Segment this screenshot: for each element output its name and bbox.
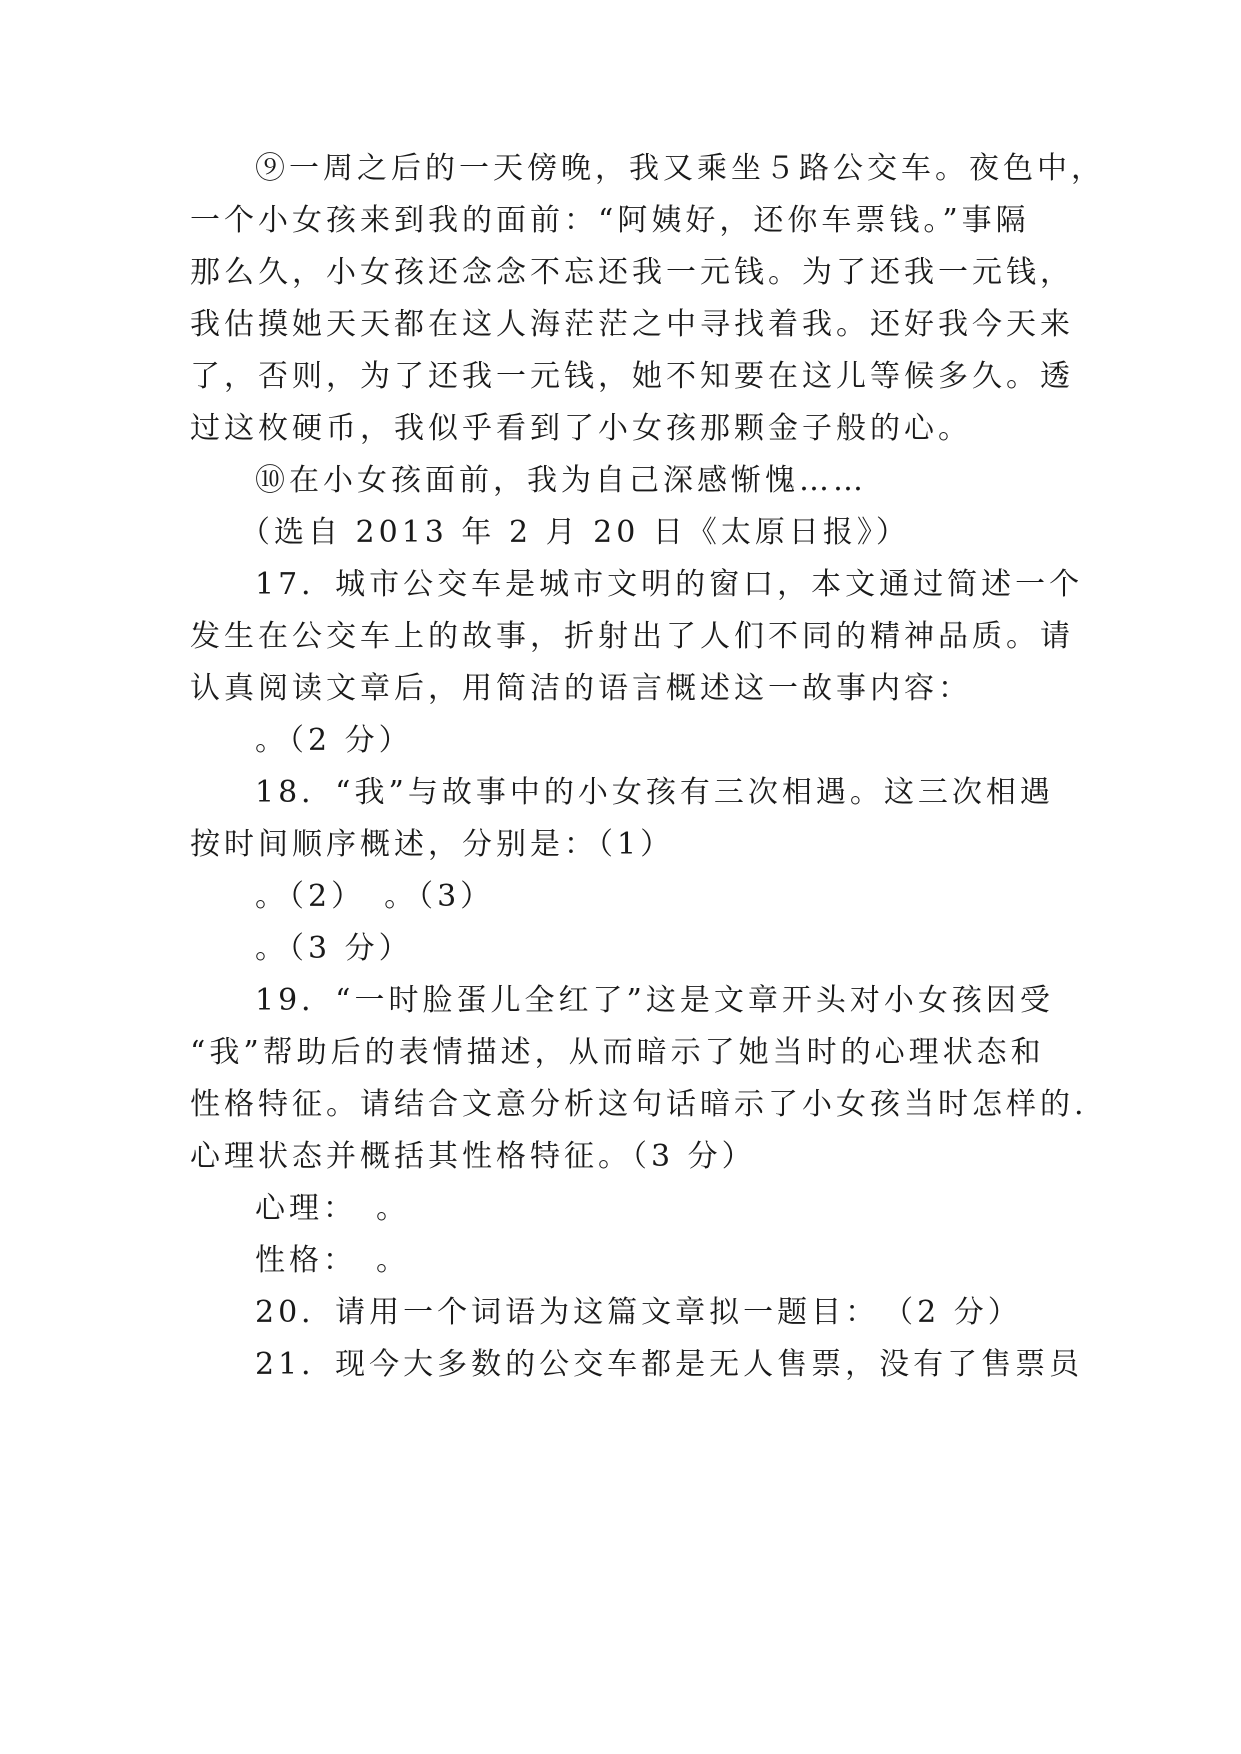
question-18-score: 。（3 分） [255,931,413,966]
question-18-line-3: 。（2） 。（3） [255,879,495,914]
question-21-line-1: 21．现今大多数的公交车都是无人售票，没有了售票员 [255,1347,1084,1382]
answer-personality: 性格： 。 [255,1243,410,1278]
question-19-line-1: 19．“一时脸蛋儿全红了”这是文章开头对小女孩因受 [255,983,1054,1018]
question-17-score: 。（2 分） [255,723,413,758]
paragraph-9-line-6: 过这枚硬币，我似乎看到了小女孩那颗金子般的心。 [190,411,972,446]
question-18-line-2: 按时间顺序概述，分别是：（1） [190,827,675,862]
paragraph-9-line-2: 一个小女孩来到我的面前：“阿姨好，还你车票钱。”事隔 [190,203,1030,238]
question-19-line-4: 心理状态并概括其性格特征。（3 分） [190,1139,756,1174]
question-18-line-1: 18．“我”与故事中的小女孩有三次相遇。这三次相遇 [255,775,1054,810]
question-19-line-3: 性格特征。请结合文意分析这句话暗示了小女孩当时怎样的. [190,1087,1088,1122]
question-19-line-2: “我”帮助后的表情描述，从而暗示了她当时的心理状态和 [190,1035,1045,1070]
question-17-line-3: 认真阅读文章后，用简洁的语言概述这一故事内容： [190,671,972,706]
answer-psychology: 心理： 。 [255,1191,410,1226]
paragraph-9-line-4: 我估摸她天天都在这人海茫茫之中寻找着我。还好我今天来 [190,307,1074,342]
source-citation: （选自 2013 年 2 月 20 日《太原日报》） [240,515,910,550]
paragraph-9-line-1: ⑨一周之后的一天傍晚，我又乘坐５路公交车。夜色中， [255,151,1105,186]
question-17-line-1: 17．城市公交车是城市文明的窗口，本文通过简述一个 [255,567,1084,602]
paragraph-9-line-3: 那么久，小女孩还念念不忘还我一元钱。为了还我一元钱， [190,255,1074,290]
paragraph-9-line-5: 了，否则，为了还我一元钱，她不知要在这儿等候多久。透 [190,359,1074,394]
question-17-line-2: 发生在公交车上的故事，折射出了人们不同的精神品质。请 [190,619,1074,654]
question-20: 20．请用一个词语为这篇文章拟一题目： （2 分） [255,1295,1022,1330]
paragraph-10: ⑩在小女孩面前，我为自己深感惭愧…… [255,463,867,498]
